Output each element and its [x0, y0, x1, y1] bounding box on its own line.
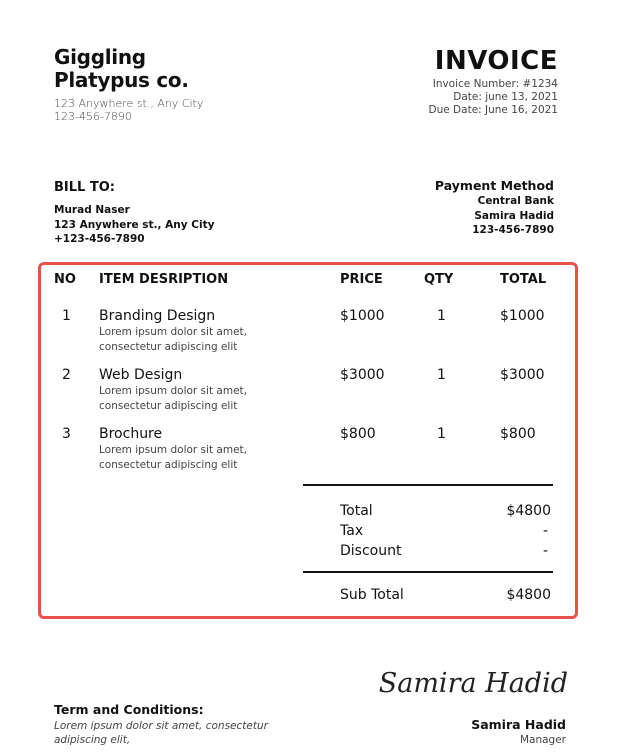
header-price: PRICE: [340, 272, 383, 287]
company-name: Giggling Platypus co.: [54, 45, 189, 92]
bill-to-info: Murad Naser 123 Anywhere st., Any City +123-456-7890: [54, 204, 215, 245]
subtotal-label: Sub Total: [340, 587, 404, 603]
row-description: Lorem ipsum dolor sit amet, consectetur adipiscing elit: [99, 385, 247, 412]
row-price: $800: [340, 426, 376, 442]
row-total: $1000: [500, 308, 545, 324]
header-no: NO: [54, 272, 76, 287]
row-item: Web Design: [99, 367, 183, 383]
total-label: Total: [340, 503, 373, 519]
divider: [303, 484, 553, 486]
total-value: $4800: [506, 503, 551, 519]
bill-to-label: BILL TO:: [54, 180, 115, 195]
payment-method-label: Payment Method: [434, 178, 554, 193]
tax-value: -: [542, 523, 548, 539]
row-qty: 1: [437, 367, 446, 383]
terms-label: Term and Conditions:: [54, 702, 204, 717]
row-no: 2: [62, 367, 71, 383]
tax-label: Tax: [340, 523, 364, 539]
row-qty: 1: [437, 308, 446, 324]
invoice-meta: Invoice Number: #1234 Date: june 13, 2021 Due Date: June 16, 2021: [428, 78, 558, 116]
subtotal-value: $4800: [506, 587, 551, 603]
signature-script: Samira Hadid: [378, 668, 568, 699]
discount-label: Discount: [340, 543, 402, 559]
header-item: ITEM DESRIPTION: [99, 272, 229, 287]
discount-value: -: [542, 543, 548, 559]
header-qty: QTY: [424, 272, 454, 287]
row-price: $3000: [340, 367, 385, 383]
row-description: Lorem ipsum dolor sit amet, consectetur adipiscing elit: [99, 326, 247, 353]
row-description: Lorem ipsum dolor sit amet, consectetur adipiscing elit: [99, 444, 247, 471]
row-price: $1000: [340, 308, 385, 324]
row-total: $3000: [500, 367, 545, 383]
divider: [303, 571, 553, 573]
terms-text: Lorem ipsum dolor sit amet, consectetur adipiscing elit,: [54, 720, 268, 746]
row-no: 1: [62, 308, 71, 324]
row-total: $800: [500, 426, 536, 442]
header-total: TOTAL: [500, 272, 547, 287]
row-item: Branding Design: [99, 308, 216, 324]
company-contact: 123 Anywhere st., Any City 123-456-7890: [54, 97, 204, 123]
row-qty: 1: [437, 426, 446, 442]
signer-role: Manager: [519, 734, 566, 746]
row-no: 3: [62, 426, 71, 442]
invoice-title: INVOICE: [434, 46, 558, 76]
signer-name: Samira Hadid: [471, 717, 566, 732]
row-item: Brochure: [99, 426, 163, 442]
payment-info: Central Bank Samira Hadid 123-456-7890: [472, 195, 554, 236]
